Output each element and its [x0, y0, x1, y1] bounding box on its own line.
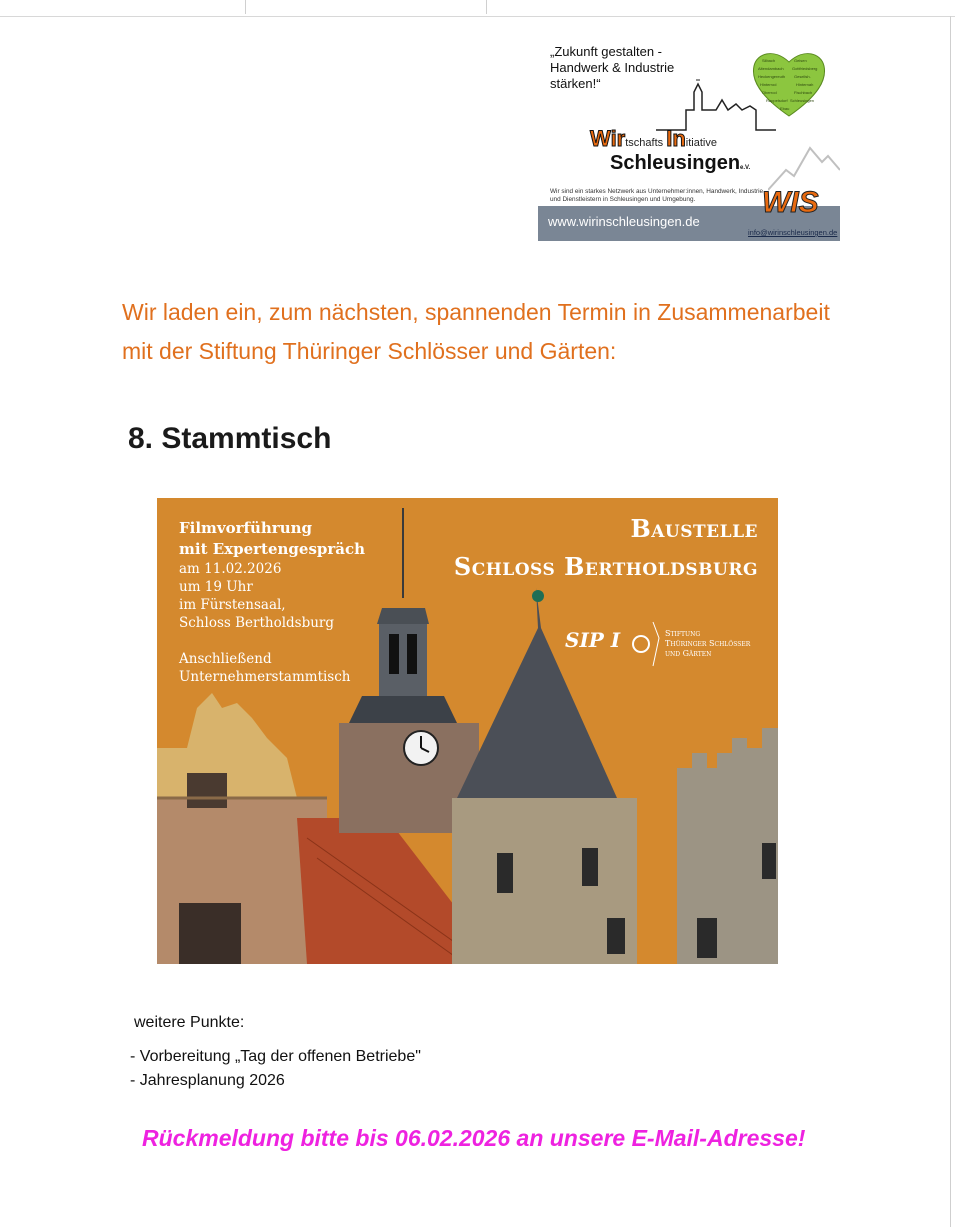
svg-text:Altendambach: Altendambach: [758, 66, 784, 71]
poster-event-info: [179, 518, 365, 686]
poster-sip-logo: SIP I: [565, 628, 621, 652]
further-points-label: weitere Punkte:: [134, 1014, 245, 1031]
list-item: - Vorbereitung „Tag der offenen Betriebe": [130, 1048, 421, 1065]
svg-text:Hinternah: Hinternah: [796, 82, 814, 87]
poster-date: am 11.02.2026: [179, 561, 282, 577]
svg-text:Geisen: Geisen: [794, 58, 807, 63]
poster-stiftung-line2: Thüringer Schlösser: [665, 639, 751, 648]
logo-description: Wir sind ein starkes Netzwerk aus Unternehmer:innen, Handwerk, Industrie und Dienstleistern in Schleusingen und Umgebung.: [550, 188, 764, 203]
svg-text:Gesellsh.: Gesellsh.: [794, 74, 811, 79]
poster-title-schloss: Schloss Bertholdsburg: [453, 552, 758, 581]
page-heading: 8. Stammtisch: [128, 422, 332, 455]
poster-place-castle: Schloss Bertholdsburg: [179, 615, 335, 631]
logo-slogan: „Zukunft gestalten - Handwerk & Industrie stärken!“: [550, 44, 675, 91]
intro-text: Wir laden ein, zum nächsten, spannenden Termin in Zusammenarbeit mit der Stiftung Thüringer Schlösser und Gärten:: [122, 299, 830, 364]
svg-text:Ebau: Ebau: [780, 106, 790, 111]
poster-place-hall: im Fürstensaal,: [179, 597, 286, 613]
poster-line-expert: mit Expertengespräch: [179, 540, 366, 558]
logo-wis: WIS: [762, 186, 819, 219]
svg-text:Rappelsdorf: Rappelsdorf: [766, 98, 788, 103]
logo-email-link[interactable]: info@wirinschleusingen.de: [748, 228, 838, 237]
poster-line-film: Filmvorführung: [179, 519, 313, 537]
skyline-icon: [656, 70, 776, 132]
logo-wir-rest: tschafts: [625, 137, 664, 149]
poster-stiftung-line1: Stiftung: [665, 629, 701, 638]
svg-text:Heckengereuth: Heckengereuth: [758, 74, 786, 79]
logo-schleusingen-text: Schleusingen: [610, 152, 741, 174]
svg-text:Schleusingen: Schleusingen: [790, 98, 815, 103]
event-poster: [157, 498, 778, 964]
logo-ev-suffix: e.V.: [740, 165, 751, 171]
logo-in-rest: itiative: [685, 137, 717, 149]
poster-title-baustelle: Baustelle: [630, 514, 758, 543]
logo-in-letters: In: [666, 126, 686, 151]
poster-time: um 19 Uhr: [179, 579, 253, 595]
list-item: - Jahresplanung 2026: [130, 1072, 285, 1089]
logo-wir-letters: Wir: [590, 126, 626, 151]
logo-schleusingen: [610, 152, 750, 175]
further-points-list: [130, 1045, 421, 1093]
wis-logo: [538, 40, 840, 241]
logo-url[interactable]: www.wirinschleusingen.de: [548, 214, 700, 229]
svg-text:Gottfriedsberg: Gottfriedsberg: [792, 66, 818, 71]
poster-stiftung-line3: und Gärten: [665, 649, 712, 658]
poster-stammtisch: Unternehmerstammtisch: [179, 669, 351, 685]
ruler-separator: [486, 0, 487, 14]
logo-name-row: [590, 126, 717, 152]
poster-afterwards: Anschließend: [179, 651, 272, 667]
ruler-separator: [245, 0, 246, 14]
poster-stiftung-logo: [665, 629, 750, 659]
svg-text:Hinterrod: Hinterrod: [760, 82, 777, 87]
rsvp-notice: Rückmeldung bitte bis 06.02.2026 an unsere E-Mail-Adresse!: [142, 1125, 806, 1151]
document-top-bar: [0, 0, 955, 17]
svg-text:Oberrod: Oberrod: [762, 90, 777, 95]
svg-text:Fischbach: Fischbach: [794, 90, 813, 95]
page-edge: [950, 16, 951, 1227]
svg-text:Silbach: Silbach: [762, 58, 776, 63]
